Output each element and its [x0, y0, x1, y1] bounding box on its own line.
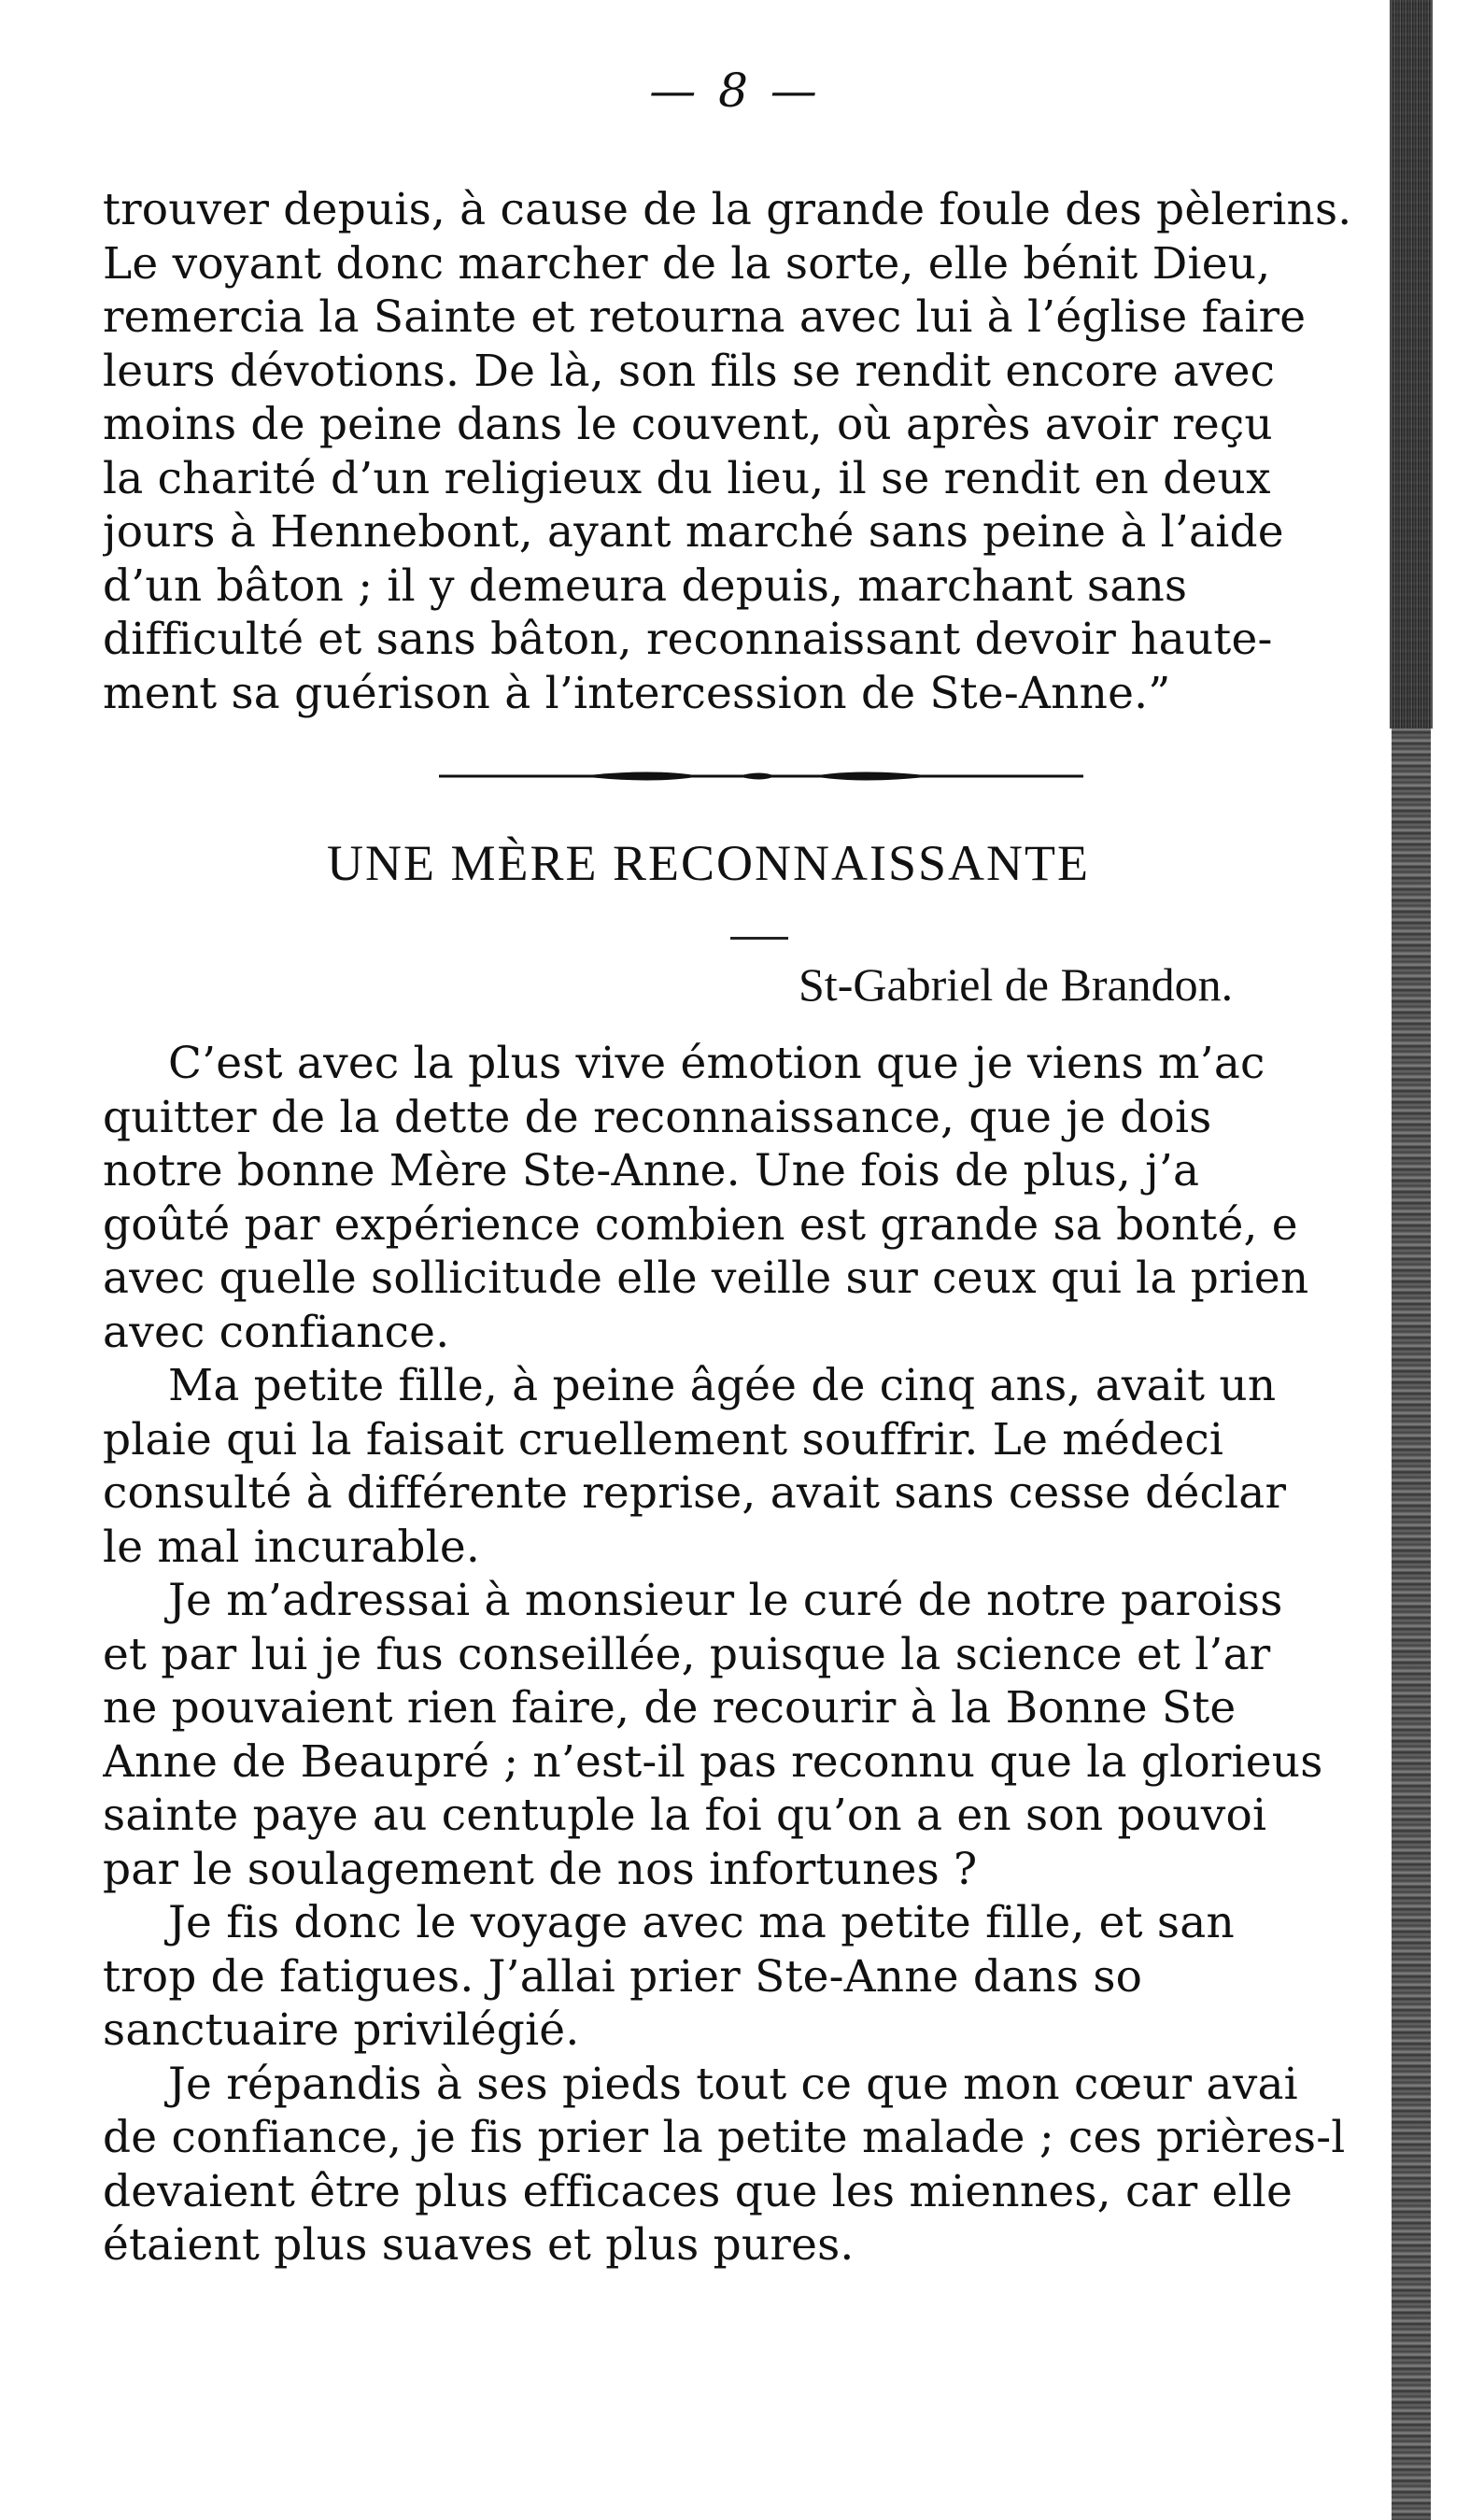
text-line: avec confiance.: [103, 1306, 450, 1358]
text-line: C’est avec la plus vive émotion que je viens m’ac: [168, 1038, 1265, 1089]
text-line: Je m’adressai à monsieur le curé de notre paroiss: [168, 1575, 1283, 1626]
text-line: ne pouvaient rien faire, de recourir à la Bonne Ste: [103, 1682, 1237, 1734]
text-line: étaient plus suaves et plus pures.: [103, 2219, 855, 2271]
text-line: de confiance, je fis prier la petite malade ; ces prières-l: [103, 2112, 1346, 2163]
text-line: trouver depuis, à cause de la grande foule des pèlerins.: [103, 184, 1352, 235]
text-line: trop de fatigues. J’allai prier Ste-Anne dans so: [103, 1950, 1143, 2003]
text-line: d’un bâton ; il y demeura depuis, marchant sans: [103, 559, 1188, 612]
section-divider-ornament: [439, 768, 1083, 785]
text-line: sanctuaire privilégié.: [103, 2004, 580, 2056]
text-line: goûté par expérience combien est grande sa bonté, e: [103, 1198, 1298, 1251]
text-line: ment sa guérison à l’intercession de Ste-Anne.”: [103, 667, 1171, 719]
paragraph-continued: [103, 183, 1396, 720]
text-line: leurs dévotions. De là, son fils se rendit encore avec: [103, 345, 1276, 397]
text-line: Ma petite fille, à peine âgée de cinq ans, avait un: [168, 1360, 1277, 1411]
letter-body: [103, 1037, 1396, 2272]
text-line: le mal incurable.: [103, 1521, 481, 1573]
text-line: plaie qui la faisait cruellement souffrir. Le médeci: [103, 1413, 1224, 1465]
text-line: Je fis donc le voyage avec ma petite fille, et san: [168, 1897, 1235, 1948]
text-line: avec quelle sollicitude elle veille sur ceux qui la prien: [103, 1253, 1309, 1304]
text-line: remercia la Sainte et retourna avec lui à l’église faire: [103, 291, 1307, 343]
text-line: difficulté et sans bâton, reconnaissant devoir haute-: [103, 614, 1273, 665]
text-line: et par lui je fus conseillée, puisque la science et l’ar: [103, 1628, 1271, 1680]
text-line: moins de peine dans le couvent, où après avoir reçu: [103, 399, 1273, 450]
text-line: quitter de la dette de reconnaissance, que je dois: [103, 1091, 1212, 1143]
text-line: Le voyant donc marcher de la sorte, elle bénit Dieu,: [103, 237, 1271, 290]
page-number: — 8 —: [649, 64, 821, 118]
text-line: Je répandis à ses pieds tout ce que mon cœur avai: [168, 2058, 1298, 2110]
text-line: sainte paye au centuple la foi qu’on a en son pouvoi: [103, 1790, 1267, 1841]
text-line: la charité d’un religieux du lieu, il se rendit en deux: [103, 452, 1271, 504]
text-line: consulté à différente reprise, avait sans cesse déclar: [103, 1467, 1287, 1519]
section-title: UNE MÈRE RECONNAISSANTE: [327, 835, 1091, 891]
title-rule: [730, 937, 788, 940]
text-line: notre bonne Mère Ste-Anne. Une fois de plus, j’a: [103, 1145, 1200, 1196]
text-line: jours à Hennebont, ayant marché sans peine à l’aide: [103, 506, 1284, 558]
text-line: devaient être plus efficaces que les miennes, car elle: [103, 2165, 1293, 2217]
text-line: Anne de Beaupré ; n’est-il pas reconnu que la glorieus: [103, 1735, 1323, 1788]
section-location: St-Gabriel de Brandon.: [799, 958, 1234, 1011]
text-line: par le soulagement de nos infortunes ?: [103, 1843, 978, 1895]
